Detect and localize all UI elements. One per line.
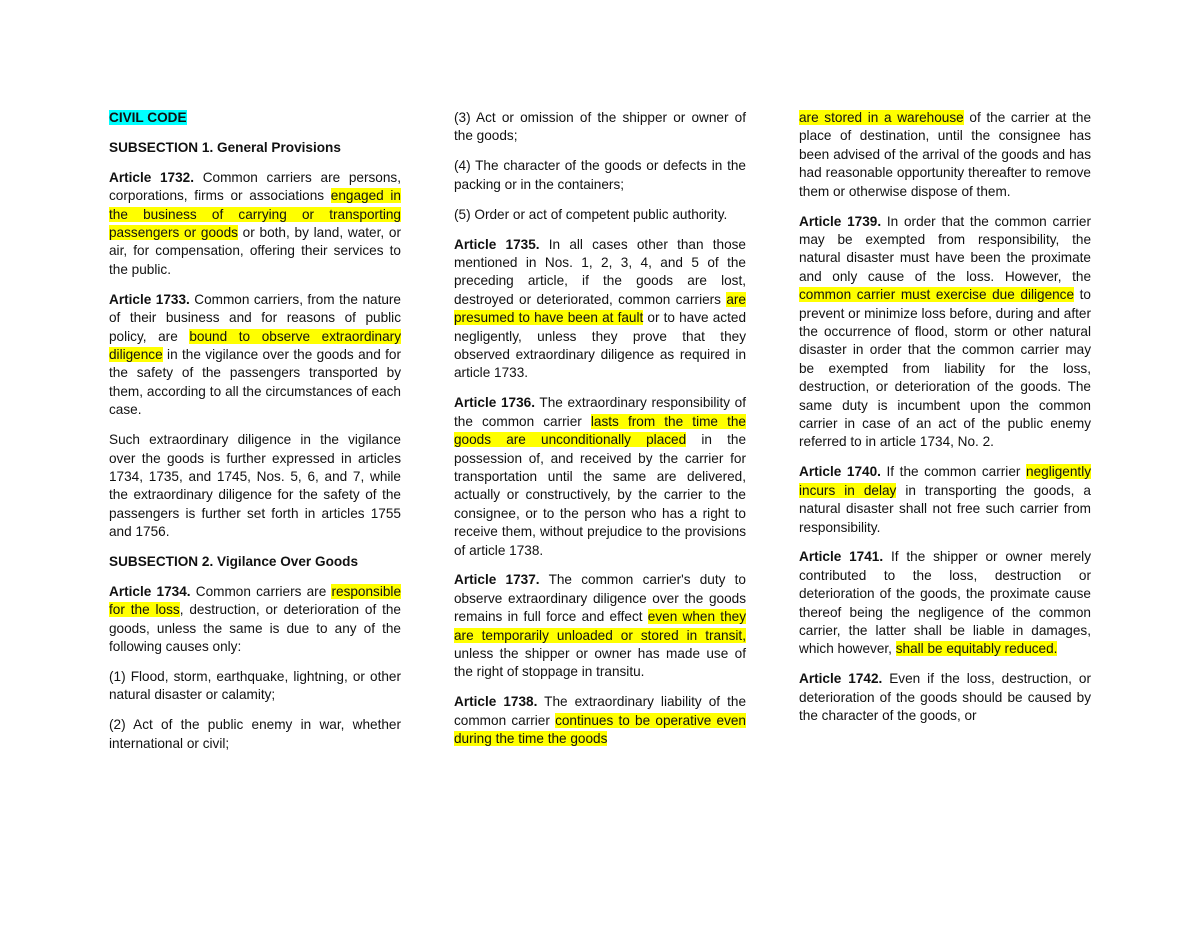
article-1736: Article 1736. The extraordinary responsibility of the common carrier lasts from the time the goods are unconditionally placed in the possession of, and received by the carrier for transportation until the same are delivered, actually or constructively, by the carrier to the consignee, or to the person who has a right to receive them, without prejudice to the provisions of article 1738. xyxy=(454,395,747,558)
list-item: (2) Act of the public enemy in war, whether international or civil; xyxy=(109,717,401,751)
article-1738: Article 1738. The extraordinary liability of the common carrier continues to be operative even during the time the goods xyxy=(454,694,747,747)
paragraph-such: Such extraordinary diligence in the vigilance over the goods is further expressed in articles 1734, 1735, and 1745, Nos. 5, 6, and 7, while the extraordinary diligence for the safety of the passengers is further set forth in articles 1755 and 1756. xyxy=(109,432,401,540)
article-1740: Article 1740. If the common carrier negligently incurs in delay in transporting the goods, a natural disaster shall not free such carrier from responsibility. xyxy=(799,464,1092,535)
article-1737: Article 1737. The common carrier's duty to observe extraordinary diligence over the goods remains in full force and effect even when they are temporarily unloaded or stored in transit, unless the shipper or owner has made use of the right of stoppage in transitu. xyxy=(454,572,746,680)
list-item: (5) Order or act of competent public authority. xyxy=(454,206,728,222)
column-1 xyxy=(109,109,401,765)
subsection-heading: SUBSECTION 1. General Provisions xyxy=(109,139,341,155)
article-1733: Article 1733. Common carriers, from the nature of their business and for reasons of public policy, are bound to observe extraordinary diligence in the vigilance over the goods and for the safety of the passengers transported by them, according to all the circumstances of each case. xyxy=(109,291,401,418)
list-item: (4) The character of the goods or defects in the packing or in the containers; xyxy=(454,158,746,192)
subsection-heading: SUBSECTION 2. Vigilance Over Goods xyxy=(109,554,359,570)
column-3 xyxy=(799,109,1091,737)
article-1734: Article 1734. Common carriers are responsible for the loss, destruction, or deterioration of the goods, unless the same is due to any of the following causes only: xyxy=(109,583,402,655)
article-1739: Article 1739. In order that the common carrier may be exempted from responsibility, the natural disaster must have been the proximate and only cause of the loss. However, the common carrier must exercise due diligence to prevent or minimize loss before, during and after the occurrence of flood, storm or other natural disaster in order that the common carrier may be exempted from liability for the loss, destruction, or deterioration of the goods. The same duty is incumbent upon the common carrier in case of an act of the public enemy referred to in article 1734, No. 2. xyxy=(799,213,1091,450)
doc-title: CIVIL CODE xyxy=(109,110,187,125)
list-item: (3) Act or omission of the shipper or owner of the goods; xyxy=(454,110,746,144)
article-1735: Article 1735. In all cases other than those mentioned in Nos. 1, 2, 3, 4, and 5 of the preceding article, if the goods are lost, destroyed or deteriorated, common carriers are presumed to have been at fault or to have acted negligently, unless they prove that they observed extraordinary diligence as required in article 1733. xyxy=(454,236,747,381)
article-1741: Article 1741. If the shipper or owner merely contributed to the loss, destruction or deterioration of the goods, the proximate cause thereof being the negligence of the common carrier, the latter shall be liable in damages, which however, shall be equitably reduced. xyxy=(799,549,1092,657)
list-item: (1) Flood, storm, earthquake, lightning, or other natural disaster or calamity; xyxy=(109,669,401,703)
article-1738-continued: are stored in a warehouse of the carrier at the place of destination, until the consignee has been advised of the arrival of the goods and has had reasonable opportunity thereafter to remove them or otherwise dispose of them. xyxy=(799,110,1091,199)
article-1742: Article 1742. Even if the loss, destruction, or deterioration of the goods should be caused by the character of the goods, or xyxy=(799,671,1091,724)
column-2 xyxy=(454,109,746,760)
article-1732: Article 1732. Common carriers are persons, corporations, firms or associations engaged in the business of carrying or transporting passengers or goods or both, by land, water, or air, for compensation, offering their services to the public. xyxy=(109,169,401,277)
